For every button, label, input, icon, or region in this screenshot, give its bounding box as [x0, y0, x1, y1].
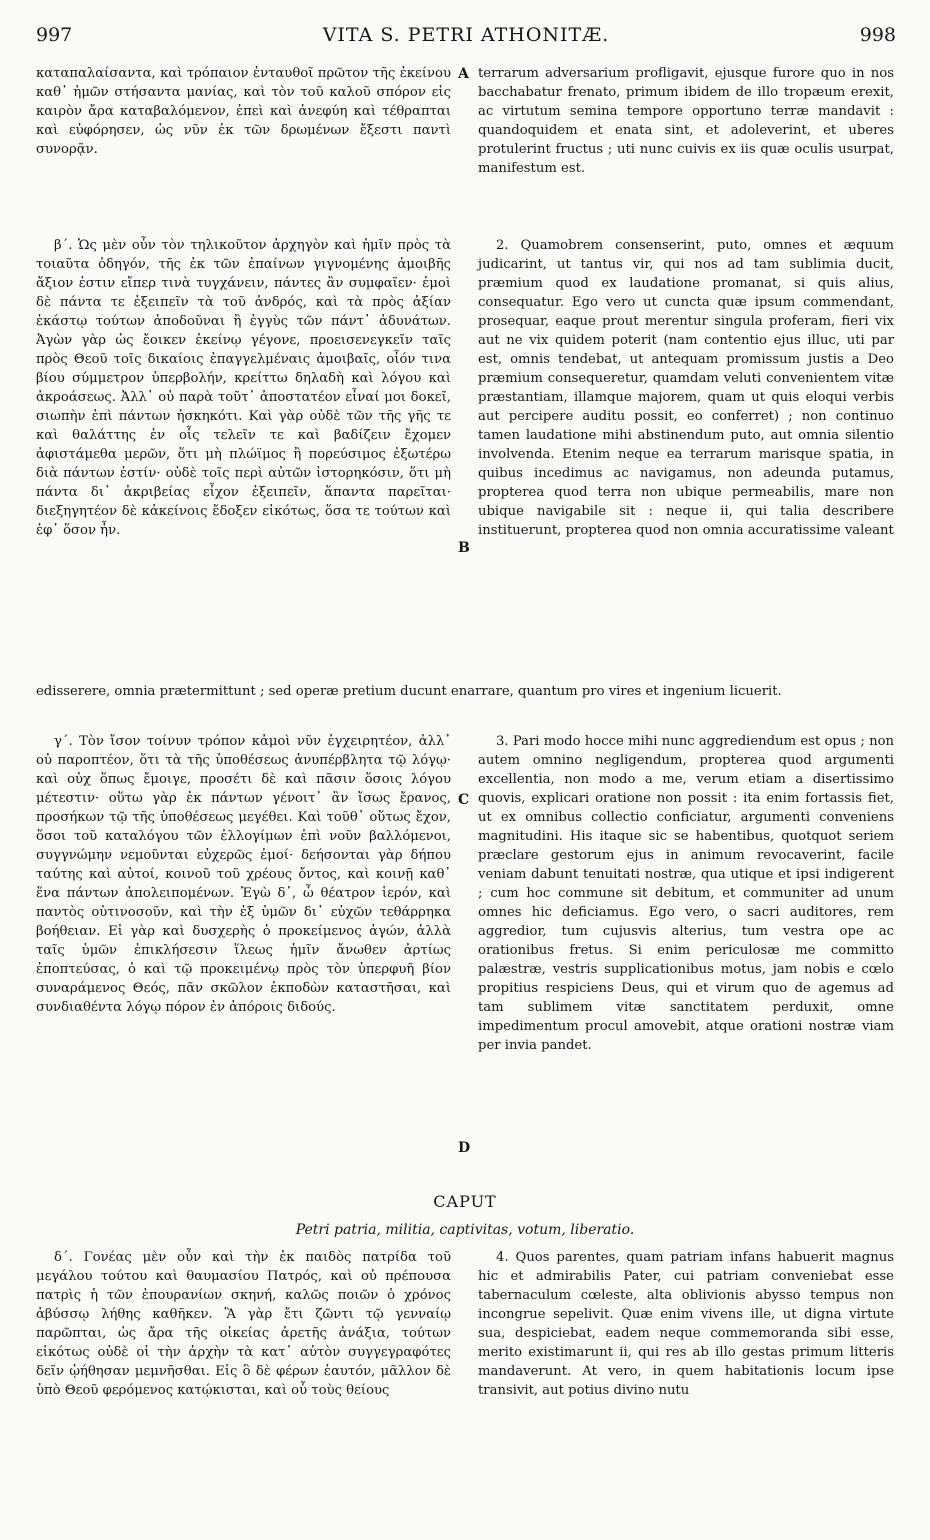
- greek-column-section-2: [36, 236, 451, 540]
- greek-column-top: [36, 64, 451, 159]
- greek-column-section-4: [36, 1248, 451, 1400]
- latin-paragraph-1: terrarum adversarium profligavit, ejusque furore quo in nos bacchabatur frenato, primum ibidem de illo tropæum erexit, ac virtutum semina tempore opportuno terræ mandavit : quandoquidem et enata sint, et adoleverint, et uberes protulerint fructus ; uti nunc cuivis ex iis quæ oculis usurpat, manifestum est.: [478, 66, 894, 176]
- margin-marker-c: C: [458, 792, 470, 808]
- chapter-heading: CAPUT: [433, 1192, 497, 1211]
- greek-paragraph-4: δ΄. Γονέας μὲν οὖν καὶ τὴν ἐκ παιδὸς πατρίδα τοῦ μεγάλου τούτου καὶ θαυμασίου Πατρός, καὶ οὐ πρέπουσα πατρὶς ἡ τῶν ἐπουρανίων σκηνή, καλῶς ποιῶν ὁ χρόνος ἀβύσσῳ λήθης καθῆκεν. Ἃ γὰρ ἔτι ζῶντι τῷ γενναίῳ παρῶπται, ὡς ἄρα τῆς οἰκείας ἀρετῆς ἀνάξια, τούτων εἰκότως οὐδὲ οἱ τὴν ἀρχὴν τὰ κατ᾿ αὐτὸν συγγεγραφότες δεῖν ᾠήθησαν μεμνῆσθαι. Εἰς ὃ δὲ φέρων ἑαυτόν, μᾶλλον δὲ ὑπὸ Θεοῦ φερόμενος κατῴκισται, καὶ οὗ τοὺς θείους: [36, 1250, 451, 1398]
- latin-column-top: [478, 64, 894, 178]
- greek-column-section-3: [36, 732, 451, 1017]
- latin-column-section-2: [478, 236, 894, 540]
- running-header: [36, 14, 896, 48]
- latin-paragraph-4: 4. Quos parentes, quam patriam infans habuerit magnus hic et admirabilis Pater, cui patriam conveniebat esse tabernaculum cœleste, alta oblivionis abysso tempus non incongrue sepelivit. Quæ enim vivens ille, ut digna virtute sua, despiciebat, eadem neque commemoranda sibi esse, merito existimarunt ii, qui res ab illo gestas primum litteris mandaverunt. At vero, in quem habitationis locum ipse transivit, aut potius divino nutu: [478, 1250, 894, 1398]
- latin-paragraph-2-continuation: edisserere, omnia prætermittunt ; sed operæ pretium ducunt enarrare, quantum pro vires et ingenium licuerit.: [36, 684, 782, 699]
- greek-paragraph-1: καταπαλαίσαντα, καὶ τρόπαιον ἐνταυθοῖ πρῶτον τῆς ἐκείνου καθ᾿ ἡμῶν στήσαντα μανίας, καὶ τὸν τοῦ καλοῦ σπόρον εἰς καιρὸν ἄρα καταβαλόμενον, ἐπεὶ καὶ ἀνεφύη καὶ τέθραπται καὶ εὐφόρησεν, ὡς νῦν ἐκ τῶν δρωμένων ἔξεστι παντὶ συνορᾷν.: [36, 66, 451, 157]
- margin-marker-a: A: [458, 66, 469, 82]
- running-title: VITA S. PETRI ATHONITÆ.: [322, 24, 610, 46]
- margin-marker-d: D: [458, 1140, 471, 1156]
- page-number-right: 998: [859, 24, 896, 46]
- margin-marker-b: B: [458, 540, 470, 556]
- chapter-subtitle: Petri patria, militia, captivitas, votum, liberatio.: [295, 1222, 635, 1238]
- latin-column-section-4: [478, 1248, 894, 1400]
- latin-paragraph-2: 2. Quamobrem consenserint, puto, omnes et æquum judicarint, ut tantus vir, qui nos ad tam sublimia ducit, præmium quod ex laudatione promanat, si quis alius, consequatur. Ego vero ut cuncta quæ ipsum commendant, prosequar, eaque prout merentur singula proferam, fieri vix aut ne vix quidem poterit (nam contentio ejus illuc, uti par est, omnis tendebat, ut antequam promissum justis a Deo præmium consequeretur, quamdam veluti convenientem vitæ præstantiam, illamque majorem, quam ut quis eloqui verbis aut percipere auditu possit, eo conferret) ; non continuo tamen laudatione mihi abstinendum puto, aut omnia silentio involvenda. Etenim neque ea terrarum marisque spatia, in quibus incedimus ac navigamus, non adeunda putamus, propterea quod terra non ubique permeabilis, mare non ubique navigabile sit : neque ii, qui talia describere instituerunt, propterea quod non omnia accuratissime valeant: [478, 238, 894, 538]
- greek-paragraph-3: γ΄. Τὸν ἴσον τοίνυν τρόπον κἀμοὶ νῦν ἐγχειρητέον, ἀλλ᾿ οὐ παροπτέον, ὅτι τὰ τῆς ὑποθέσεως ἀνυπέρβλητα τῷ λόγῳ· καὶ οὐχ ὅπως ἔμοιγε, προσέτι δὲ καὶ πᾶσιν ὅσοις λόγου μέτεστιν· οὕτω γὰρ ἐκ πάντων γένοιτ᾿ ἂν ἴσως ἔρανος, προσήκων τῷ τῆς ὑποθέσεως μεγέθει. Καὶ τοῦθ᾿ οὕτως ἔχον, ὅσοι τοῦ καταλόγου τῶν ἐλλογίμων ἐπὶ νοῦν βαλλόμενοι, συγγνώμην νεμοῦνται εὐχερῶς ἐμοί· δεήσονται γὰρ δήπου ταύτης καὶ αὐτοί, κοινοῦ τοῦ χρέους ὄντος, καὶ κοινῇ καθ᾿ ἕνα πάντων ἀπολειπομένων. Ἐγὼ δ᾿, ὦ θέατρον ἱερόν, καὶ παντὸς οὑτινοσοῦν, καὶ τὴν ἐξ ὑμῶν δι᾿ εὐχῶν τεθάρρηκα βοήθειαν. Εἰ γὰρ καὶ δυσχερὴς ὁ προκείμενος ἀγών, ἀλλὰ ταῖς ὑμῶν ἐπικλήσεσιν ἵλεως ἡμῖν ἄνωθεν ἀρτίως ἐποπτεύσας, ὁ καὶ τῷ προκειμένῳ πρὸς τὸν ὑπερφυῆ βίον συναράμενος Θεός, πᾶν σκῶλον ἐκποδὼν καταστῆσαι, καὶ συνδιαθέντα λόγῳ πόρον ἐν ἀπόροις διδούς.: [36, 734, 451, 1015]
- latin-column-section-3: [478, 732, 894, 1055]
- greek-paragraph-2: β΄. Ὡς μὲν οὖν τὸν τηλικοῦτον ἀρχηγὸν καὶ ἡμῖν πρὸς τὰ τοιαῦτα ὁδηγόν, τῆς ἐκ τῶν ἐπαίνων γιγνομένης ἀμοιβῆς ἄξιον ἐστιν εἴπερ τινὰ τυγχάνειν, πάντες ἂν συμφαῖεν· ἐμοὶ δὲ πάντα τε ἐξειπεῖν τὰ τοῦ ἀνδρός, καὶ τὰ πρὸς ἀξίαν ἑκάστῳ τούτων ἀποδοῦναι ἢ ἐγγὺς τῶν πάντ᾿ ἀδυνάτων. Ἀγὼν γὰρ ὡς ἔοικεν ἐκείνῳ γέγονε, προεισενεγκεῖν ταῖς πρὸς Θεοῦ τοῖς δικαίοις ἐπαγγελμέναις ἀμοιβαῖς, οἷόν τινα βίου σύμμετρον ὑπερβολήν, κρείττω δηλαδὴ καὶ λόγου καὶ ἀκροάσεως. Ἀλλ᾿ οὐ παρὰ τοῦτ᾿ ἀποστατέον εἶναί μοι δοκεῖ, σιωπὴν ἐπὶ πάντων ἠσκηκότι. Καὶ γὰρ οὐδὲ τῶν τῆς γῆς τε καὶ θαλάττης ἐν οἷς τελεῖν τε καὶ βαδίζειν ἔχομεν ἀφιστάμεθα μερῶν, ὅτι μὴ πλώϊμος ἢ πορεύσιμος ἐξωτέρω διὰ πάντων ἐστίν· οὐδὲ τοῖς περὶ αὐτῶν ἱστορηκόσιν, ὅτι μὴ πάντα δι᾿ ἀκριβείας εἶχον ἐξειπεῖν, ἅπαντα παρεῖται· διεξηγητέον δὲ κἀκείνοις ἔδοξεν εἰκότως, ὅσα τε τούτων καὶ ἐφ᾿ ὅσον ἦν.: [36, 238, 451, 538]
- page-number-left: 997: [36, 24, 73, 46]
- latin-paragraph-3: 3. Pari modo hocce mihi nunc aggrediendum est opus ; non autem omnino negligendum, propterea quod argumenti excellentia, non modo a me, verum etiam a disertissimo quovis, explicari oratione non possit : ita enim fortassis fiet, ut ex omnibus collectio conficiatur, argumenti conveniens magnitudini. His itaque sic se habentibus, quotquot seriem præclare gestorum ejus in animum revocaverint, facile veniam dabunt tenuitati nostræ, qua utique et ipsi indigerent ; cum hoc commune sit debitum, et communiter ad unum omnes hic deficiamus. Ego vero, o sacri auditores, rem aggredior, tum cujusvis alterius, tum vestra ope ac orationibus fretus. Si enim periculosæ me committo palæstræ, vestris supplicationibus motus, jam nobis e cœlo propitius respiciens Deus, qui et virum quo de agemus ad tam sublimem vitæ sanctitatem perduxit, omne impedimentum procul amovebit, atque orationi nostræ viam per invia pandet.: [478, 734, 894, 1053]
